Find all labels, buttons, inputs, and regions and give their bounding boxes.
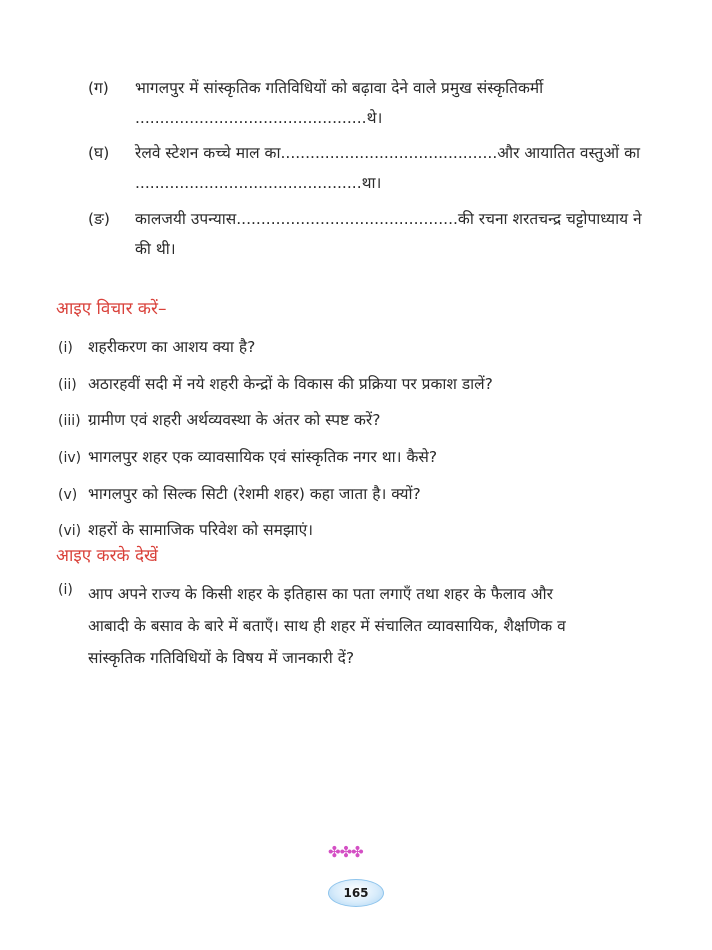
item-line-2: ...............................................थे।: [135, 109, 383, 127]
question-number: (iii): [58, 413, 81, 429]
activity-number: (i): [58, 582, 73, 598]
question-item: [58, 372, 493, 394]
section-heading-think: आइए विचार करें–: [56, 299, 167, 319]
activity-line-3: सांस्कृतिक गतिविधियों के विषय में जानकारी दें?: [88, 649, 355, 667]
question-item: [58, 482, 421, 504]
item-line-1: भागलपुर में सांस्कृतिक गतिविधियों को बढ़ावा देने वाले प्रमुख संस्कृतिकर्मी: [135, 79, 544, 97]
item-line-2: की थी।: [135, 240, 176, 258]
decorative-ornament-icon: ✤✤✤: [328, 843, 363, 861]
activity-line-1: आप अपने राज्य के किसी शहर के इतिहास का पता लगाएँ तथा शहर के फैलाव और: [88, 585, 553, 603]
item-label: (ग): [88, 79, 109, 97]
item-line-2: ..............................................था।: [135, 174, 382, 192]
question-number: (vi): [58, 523, 82, 539]
item-line-1: कालजयी उपन्यास.............................................की रचना शरतचन्द्र चट्टोपाध्याय ने: [135, 210, 642, 228]
item-label: (ङ): [88, 210, 110, 228]
item-line-1: रेलवे स्टेशन कच्चे माल का............................................और आयातित वस्तुओं का: [135, 144, 640, 162]
question-number: (iv): [58, 450, 82, 466]
question-item: [58, 518, 313, 540]
item-label: (घ): [88, 144, 110, 162]
question-number: (i): [58, 340, 73, 356]
page-number-badge: 165: [328, 879, 384, 907]
question-text: भागलपुर शहर एक व्यावसायिक एवं सांस्कृतिक नगर था। कैसे?: [88, 448, 438, 466]
question-item: [58, 408, 380, 430]
question-item: [58, 335, 255, 357]
question-text: भागलपुर को सिल्क सिटी (रेशमी शहर) कहा जाता है। क्यों?: [88, 485, 421, 503]
question-text: ग्रामीण एवं शहरी अर्थव्यवस्था के अंतर को स्पष्ट करें?: [88, 411, 381, 429]
question-text: शहरीकरण का आशय क्या है?: [88, 338, 256, 356]
activity-line-2: आबादी के बसाव के बारे में बताएँ। साथ ही शहर में संचालित व्यावसायिक, शैक्षणिक व: [88, 617, 566, 635]
section-heading-do: आइए करके देखें: [56, 546, 158, 566]
question-text: शहरों के सामाजिक परिवेश को समझाएं।: [88, 521, 314, 539]
question-number: (v): [58, 487, 78, 503]
question-text: अठारहवीं सदी में नये शहरी केन्द्रों के विकास की प्रक्रिया पर प्रकाश डालें?: [88, 375, 493, 393]
question-number: (ii): [58, 377, 77, 393]
question-item: [58, 445, 437, 467]
